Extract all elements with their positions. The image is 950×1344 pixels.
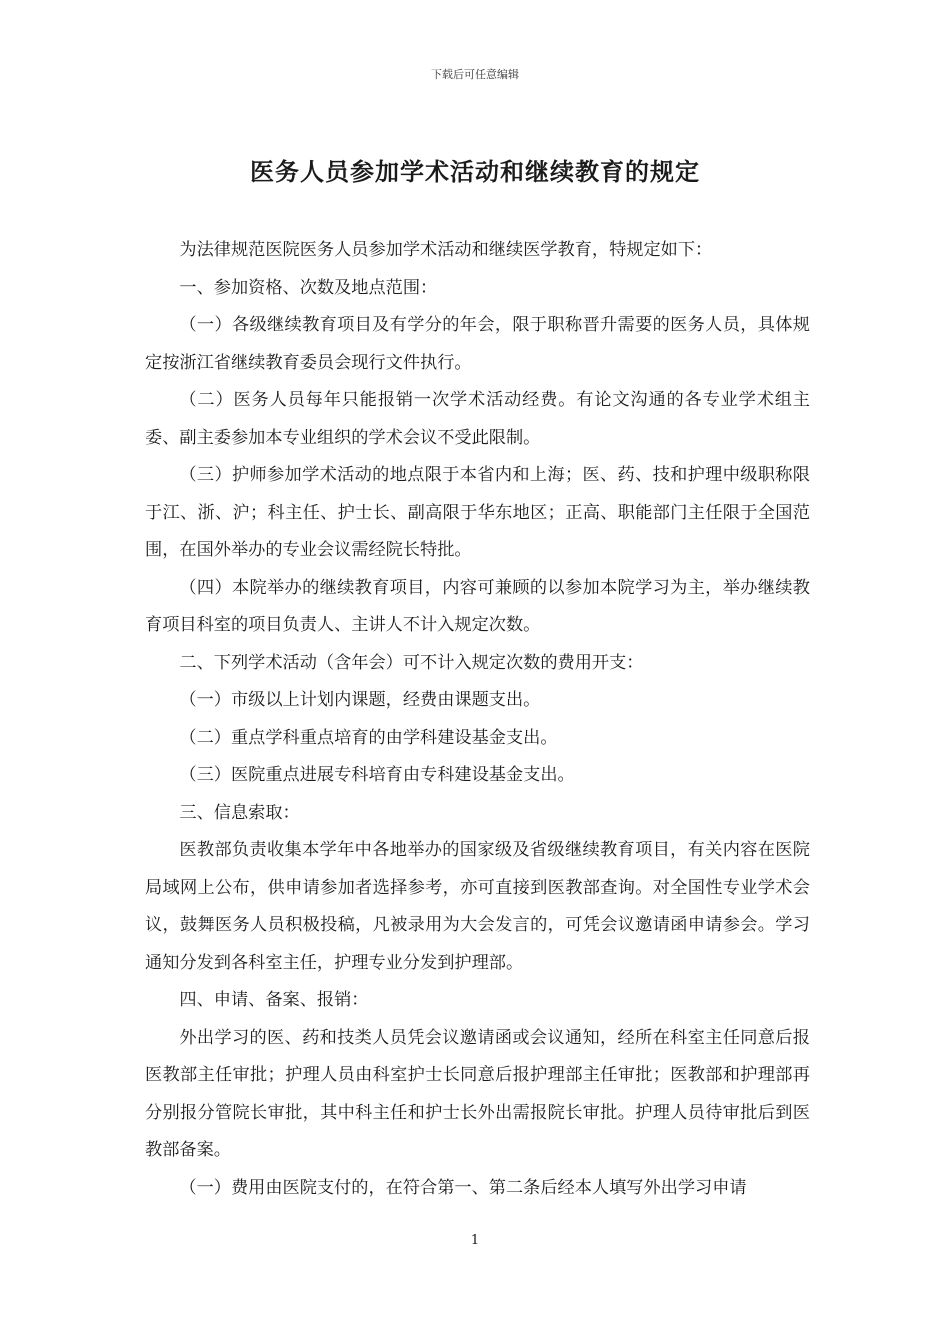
paragraph-1-4: （四）本院举办的继续教育项目，内容可兼顾的以参加本院学习为主，举办继续教育项目科室的项目负责人、主讲人不计入规定次数。	[145, 577, 810, 635]
section-heading-4: 四、申请、备案、报销：	[179, 990, 369, 1010]
paragraph-4-2: （一）费用由医院支付的，在符合第一、第二条后经本人填写外出学习申请	[179, 1177, 747, 1198]
document-title: 医务人员参加学术活动和继续教育的规定	[250, 158, 700, 186]
section-heading-2: 二、下列学术活动（含年会）可不计入规定次数的费用开支：	[179, 652, 644, 673]
section-heading-3: 三、信息索取：	[179, 802, 300, 823]
paragraph-1-1: （一）各级继续教育项目及有学分的年会，限于职称晋升需要的医务人员，具体规定按浙江省继续教育委员会现行文件执行。	[145, 315, 810, 373]
page-number: 1	[470, 1233, 480, 1248]
paragraph-4-1: 外出学习的医、药和技类人员凭会议邀请函或会议通知，经所在科室主任同意后报医教部主任审批；护理人员由科室护士长同意后报护理部主任审批；医教部和护理部再分别报分管院长审批，其中科主任和护士长外出需报院长审批。护理人员待审批后到医教部备案。	[145, 1027, 810, 1160]
paragraph-3-1: 医教部负责收集本学年中各地举办的国家级及省级继续教育项目，有关内容在医院局域网上公布，供申请参加者选择参考，亦可直接到医教部查询。对全国性专业学术会议，鼓舞医务人员积极投稿，凡被录用为大会发言的，可凭会议邀请函申请参会。学习通知分发到各科室主任，护理专业分发到护理部。	[145, 840, 810, 973]
paragraph-intro: 为法律规范医院医务人员参加学术活动和继续医学教育，特规定如下：	[179, 240, 713, 260]
section-heading-1: 一、参加资格、次数及地点范围：	[179, 277, 438, 298]
paragraph-2-1: （一）市级以上计划内课题，经费由课题支出。	[179, 690, 541, 710]
paragraph-1-3: （三）护师参加学术活动的地点限于本省内和上海；医、药、技和护理中级职称限于江、浙、沪；科主任、护士长、副高限于华东地区；正高、职能部门主任限于全国范围，在国外举办的专业会议需经院长特批。	[145, 465, 810, 560]
header-note: 下载后可任意编辑	[431, 68, 519, 81]
paragraph-2-2: （二）重点学科重点培育的由学科建设基金支出。	[179, 727, 558, 748]
document-body	[145, 232, 810, 1207]
paragraph-1-2: （二）医务人员每年只能报销一次学术活动经费。有论文沟通的各专业学术组主委、副主委参加本专业组织的学术会议不受此限制。	[145, 390, 810, 448]
paragraph-2-3: （三）医院重点进展专科培育由专科建设基金支出。	[179, 765, 575, 785]
